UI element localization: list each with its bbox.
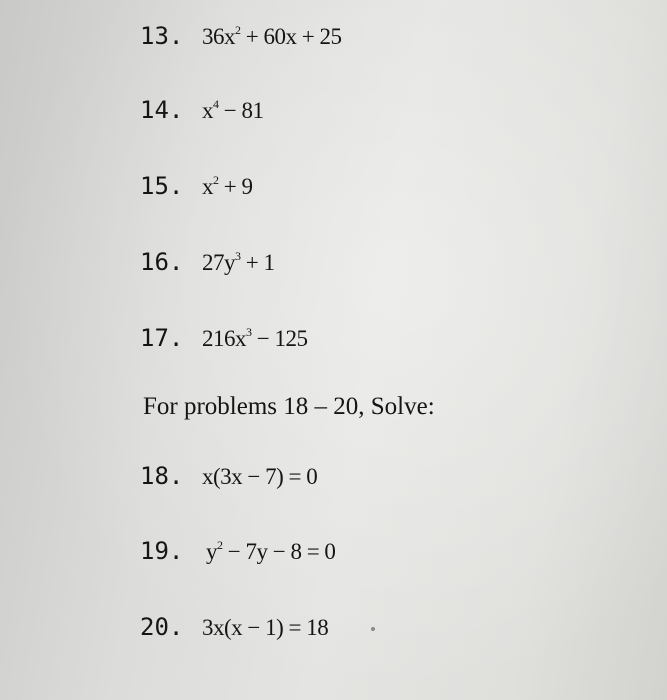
problem-number: 17. <box>140 324 184 352</box>
stray-mark <box>371 627 375 631</box>
problem-13 <box>140 22 341 62</box>
problem-number: 15. <box>140 172 184 200</box>
problem-19 <box>140 537 335 577</box>
problem-number: 20. <box>140 613 184 641</box>
problem-18 <box>140 462 317 502</box>
section-heading: For problems 18 – 20, Solve: <box>143 393 435 420</box>
problem-expression: $x^2 + 9$ <box>202 173 253 199</box>
problem-expression: x(3x − 7) = 0 <box>202 464 318 489</box>
problem-expression: $216x^3 - 125$ <box>202 325 308 351</box>
problem-number: 18. <box>140 462 184 490</box>
problem-20 <box>140 613 328 653</box>
problem-14 <box>140 96 263 136</box>
problem-expression: $y^2 - 7y - 8 = 0$ <box>206 538 336 564</box>
problem-16 <box>140 248 274 288</box>
problem-number: 14. <box>140 96 184 124</box>
problem-15 <box>140 172 252 212</box>
problem-expression: $36x^2 + 60x + 25$ <box>202 23 342 49</box>
problem-number: 16. <box>140 248 184 276</box>
problem-expression: $x^4 - 81$ <box>202 97 264 123</box>
problem-expression: 3x(x − 1) = 18 <box>202 615 329 640</box>
problem-expression: $27y^3 + 1$ <box>202 249 275 275</box>
problem-17 <box>140 324 307 364</box>
problem-number: 19. <box>140 537 184 565</box>
problem-number: 13. <box>140 22 184 50</box>
